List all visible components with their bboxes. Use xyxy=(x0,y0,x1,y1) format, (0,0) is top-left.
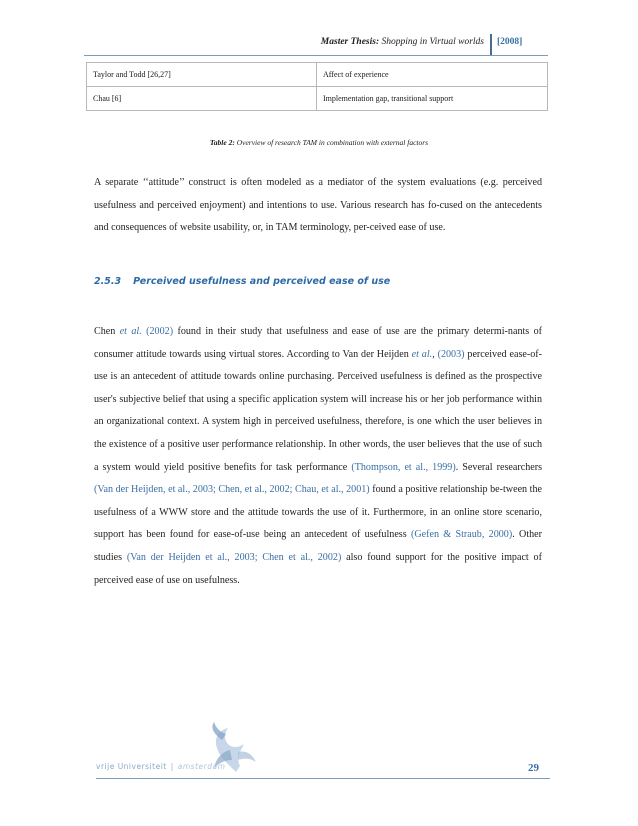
header-title xyxy=(321,37,484,47)
table-cell: Chau [6] xyxy=(87,87,317,111)
citation: et al. xyxy=(411,348,433,360)
table-row xyxy=(87,87,548,111)
citation: (Gefen & Straub, 2000) xyxy=(410,529,513,541)
paragraph-attitude: A separate ‘‘attitude’’ construct is often modeled as a mediator of the system evaluations (e.g. perceived usefulness and perceived enjoyment) and intentions to use. Various research has fo-cused on the antecedents and consequences of website usability, or, in TAM terminology, per-ceived ease of use. xyxy=(94,177,542,234)
table-caption xyxy=(0,138,638,147)
citation: et al. xyxy=(119,326,142,337)
page-header xyxy=(0,34,638,56)
header-year: [2008] xyxy=(497,37,523,47)
text: found a positive relationship be-tween the usefulness of a WWW store and the attitude towards the use of it. Furthermore, in an online store scenario, support has been found for ease-of-use being an antecedent of usefulness xyxy=(94,484,542,541)
research-table xyxy=(86,62,548,111)
section-number: 2.5.3 xyxy=(94,276,122,287)
table-cell: Affect of experience xyxy=(317,63,548,87)
citation: (Van der Heijden, et al., 2003; Chen, et al., 2002; Chau, et al., 2001) xyxy=(94,484,370,496)
citation: (2002) xyxy=(146,326,174,337)
citation: (Thompson, et al., 1999) xyxy=(351,461,456,473)
citation: (2003) xyxy=(437,348,465,360)
header-title-bold: Master Thesis: xyxy=(320,37,380,47)
header-rule xyxy=(84,55,548,56)
paragraph-usefulness xyxy=(94,321,542,592)
header-divider xyxy=(490,34,492,56)
section-heading xyxy=(94,276,390,287)
citation: (Van der Heijden et al., 2003; Chen et al., 2002) xyxy=(126,551,342,563)
text: . Other studies xyxy=(94,529,543,563)
header-title-text: Shopping in Virtual worlds xyxy=(381,37,484,47)
logo-university: vrije Universiteit xyxy=(96,762,167,771)
table-cell: Implementation gap, transitional support xyxy=(317,87,548,111)
text: , xyxy=(432,348,435,360)
page-number: 29 xyxy=(528,762,539,774)
text: . Several researchers xyxy=(455,461,543,473)
caption-text: Overview of research TAM in combination with external factors xyxy=(236,138,429,147)
logo-city: amsterdam xyxy=(177,762,226,771)
text: Chen xyxy=(94,326,116,337)
section-title: Perceived usefulness and perceived ease of use xyxy=(133,276,391,287)
logo-separator: | xyxy=(170,762,174,771)
text: also found support for the positive impact of perceived ease of use on usefulness. xyxy=(94,551,542,586)
text: found in their study that usefulness and ease of use are the primary determi-nants of consumer attitude towards using virtual stores. According to Van der Heijden xyxy=(94,326,543,360)
caption-label: Table 2: xyxy=(209,138,235,147)
university-logo-text xyxy=(96,762,225,771)
text: perceived ease-of-use is an antecedent of attitude towards online purchasing. Perceived usefulness is defined as the prospective user's subjective belief that using a specific application system will increase his or her job performance within an organizational context. A system high in perceived usefulness, therefore, is one which the user believes in the existence of a positive user performance relationship. In other words, the user believes that the use of such a system would yield positive benefits for task performance xyxy=(94,348,542,473)
table-cell: Taylor and Todd [26,27] xyxy=(87,63,317,87)
footer-rule xyxy=(96,778,550,779)
table-row xyxy=(87,63,548,87)
